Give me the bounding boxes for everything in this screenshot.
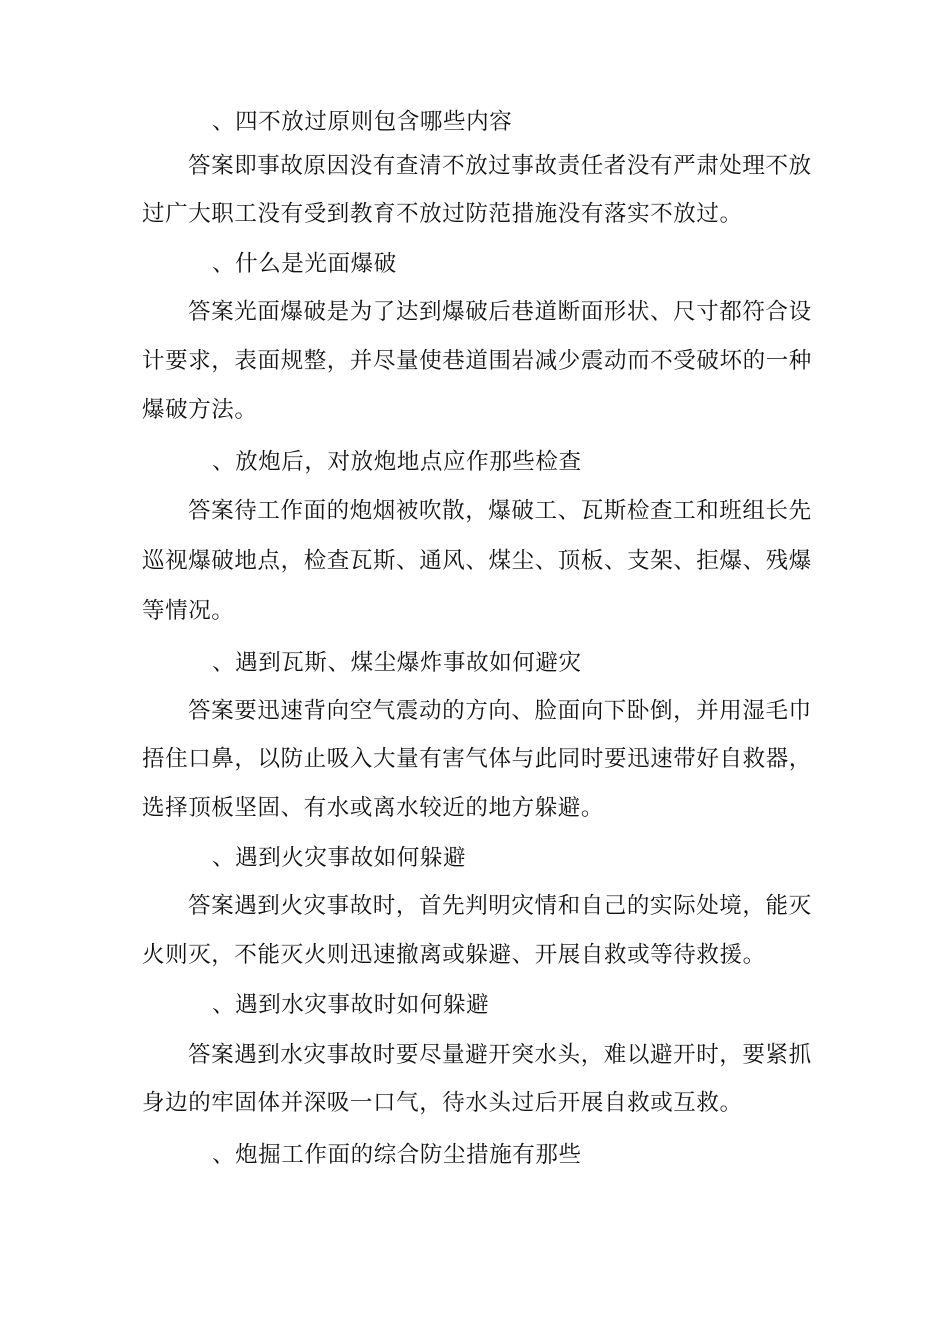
answer-1-line-2: 过广大职工没有受到教育不放过防范措施没有落实不放过。 xyxy=(142,201,743,227)
answer-2-line-2: 计要求，表面规整，并尽量使巷道围岩减少震动而不受破坏的一种 xyxy=(142,348,812,374)
answer-6-line-1: 答案遇到水灾事故时要尽量避开突水头，难以避开时，要紧抓 xyxy=(188,1042,812,1068)
answer-3-line-2: 巡视爆破地点，检查瓦斯、通风、煤尘、顶板、支架、拒爆、残爆 xyxy=(142,548,812,574)
answer-5-line-1: 答案遇到火灾事故时，首先判明灾情和自己的实际处境，能灭 xyxy=(188,893,812,919)
question-6: 、遇到水灾事故时如何躲避 xyxy=(212,992,490,1018)
answer-3-line-3: 等情况。 xyxy=(142,598,235,624)
question-1: 、四不放过原则包含哪些内容 xyxy=(212,109,513,135)
answer-2-line-1: 答案光面爆破是为了达到爆破后巷道断面形状、尺寸都符合设 xyxy=(188,299,812,325)
question-4: 、遇到瓦斯、煤尘爆炸事故如何避灾 xyxy=(212,650,582,676)
answer-5-line-2: 火则灭，不能灭火则迅速撤离或躲避、开展自救或等待救援。 xyxy=(142,942,766,968)
answer-4-line-1: 答案要迅速背向空气震动的方向、脸面向下卧倒，并用湿毛巾 xyxy=(188,698,812,724)
answer-1-line-1: 答案即事故原因没有查清不放过事故责任者没有严肃处理不放 xyxy=(188,153,812,179)
question-7: 、炮掘工作面的综合防尘措施有那些 xyxy=(212,1142,582,1168)
question-2: 、什么是光面爆破 xyxy=(212,251,397,277)
answer-4-line-3: 选择顶板坚固、有水或离水较近的地方躲避。 xyxy=(142,795,605,821)
question-3: 、放炮后，对放炮地点应作那些检查 xyxy=(212,449,582,475)
answer-4-line-2: 捂住口鼻，以防止吸入大量有害气体与此同时要迅速带好自救器， xyxy=(142,746,812,772)
answer-3-line-1: 答案待工作面的炮烟被吹散，爆破工、瓦斯检查工和班组长先 xyxy=(188,498,812,524)
answer-2-line-3: 爆破方法。 xyxy=(142,397,258,423)
answer-6-line-2: 身边的牢固体并深吸一口气，待水头过后开展自救或互救。 xyxy=(142,1090,743,1116)
question-5: 、遇到火灾事故如何躲避 xyxy=(212,845,467,871)
